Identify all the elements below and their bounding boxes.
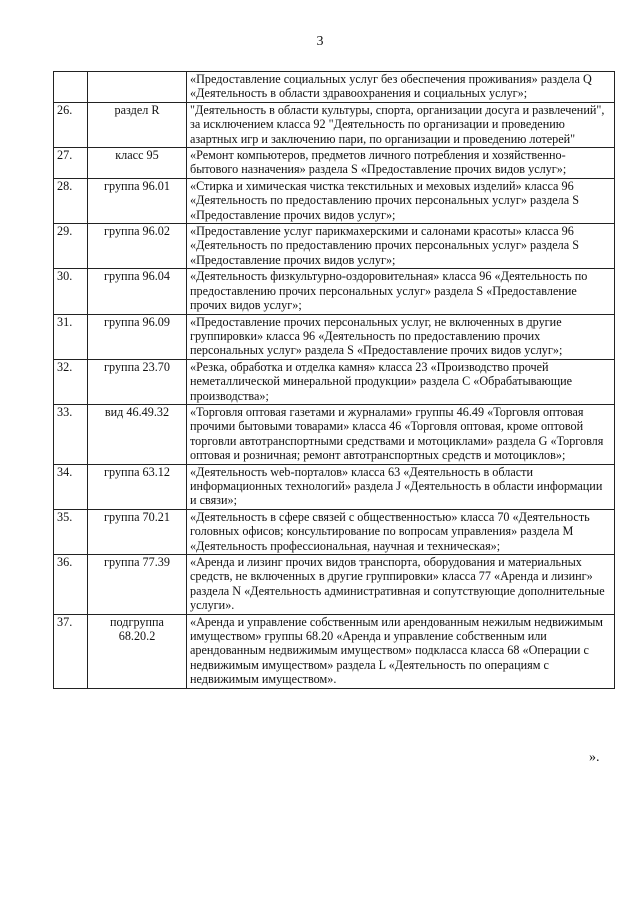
row-description-cell: «Стирка и химическая чистка текстильных и меховых изделий» класса 96 «Деятельность по предоставлению прочих персональных услуг» раздела S «Предоставление прочих видов услуг»; — [187, 178, 615, 223]
table-row — [54, 404, 615, 464]
table-row — [54, 359, 615, 404]
row-code-cell: группа 70.21 — [88, 509, 187, 554]
row-code-cell: группа 63.12 — [88, 464, 187, 509]
row-description-cell: «Деятельность web-порталов» класса 63 «Деятельность в области информационных технологий» раздела J «Деятельность в области информации и связи»; — [187, 464, 615, 509]
row-number-cell: 32. — [54, 359, 88, 404]
table-row — [54, 178, 615, 223]
row-code-cell: группа 96.02 — [88, 224, 187, 269]
row-description-cell: «Аренда и лизинг прочих видов транспорта, оборудования и материальных средств, не включенных в другие группировки» класса 77 «Аренда и лизинг» раздела N «Деятельность административная и сопутствующие дополнительные услуги». — [187, 555, 615, 615]
row-number-cell — [54, 72, 88, 103]
closing-quote: ». — [589, 750, 600, 765]
table-row — [54, 555, 615, 615]
row-description-cell: «Предоставление прочих персональных услуг, не включенных в другие группировки» класса 96 «Деятельность по предоставлению прочих персональных услуг» раздела S «Предоставление прочих видов услуг»; — [187, 314, 615, 359]
table-row — [54, 72, 615, 103]
table-row — [54, 509, 615, 554]
row-number-cell: 33. — [54, 404, 88, 464]
row-description-cell: «Аренда и управление собственным или арендованным нежилым недвижимым имуществом» группы 68.20 «Аренда и управление собственным или арендованным недвижимым имуществом» подкласса класса 68 «Операции с недвижимым имуществом» раздела L «Деятельность по операциям с недвижимым имуществом». — [187, 614, 615, 688]
table-row — [54, 314, 615, 359]
row-description-cell: «Предоставление услуг парикмахерскими и салонами красоты» класса 96 «Деятельность по предоставлению прочих персональных услуг» раздела S «Предоставление прочих видов услуг»; — [187, 224, 615, 269]
row-code-cell: подгруппа 68.20.2 — [88, 614, 187, 688]
page-number: 3 — [316, 34, 324, 49]
row-code-cell: группа 77.39 — [88, 555, 187, 615]
row-code-cell: группа 96.04 — [88, 269, 187, 314]
row-code-cell: группа 23.70 — [88, 359, 187, 404]
row-number-cell: 36. — [54, 555, 88, 615]
row-code-cell: группа 96.01 — [88, 178, 187, 223]
row-description-cell: "Деятельность в области культуры, спорта, организации досуга и развлечений", за исключением класса 92 "Деятельность по организации и проведению азартных игр и заключению пари, по организации и проведению лотерей" — [187, 102, 615, 147]
row-number-cell: 35. — [54, 509, 88, 554]
activity-codes-table — [53, 71, 615, 689]
table-row — [54, 614, 615, 688]
row-number-cell: 37. — [54, 614, 88, 688]
row-number-cell: 27. — [54, 148, 88, 179]
row-number-cell: 26. — [54, 102, 88, 147]
row-code-cell: вид 46.49.32 — [88, 404, 187, 464]
row-number-cell: 30. — [54, 269, 88, 314]
row-code-cell — [88, 72, 187, 103]
row-description-cell: «Ремонт компьютеров, предметов личного потребления и хозяйственно-бытового назначения» раздела S «Предоставление прочих видов услуг»; — [187, 148, 615, 179]
row-description-cell: «Деятельность физкультурно-оздоровительная» класса 96 «Деятельность по предоставлению прочих персональных услуг» раздела S «Предоставление прочих видов услуг»; — [187, 269, 615, 314]
table-row — [54, 148, 615, 179]
table-row — [54, 464, 615, 509]
row-description-cell: «Деятельность в сфере связей с общественностью» класса 70 «Деятельность головных офисов; консультирование по вопросам управления» раздела M «Деятельность профессиональная, научная и техническая»; — [187, 509, 615, 554]
table-row — [54, 224, 615, 269]
row-description-cell: «Предоставление социальных услуг без обеспечения проживания» раздела Q «Деятельность в области здравоохранения и социальных услуг»; — [187, 72, 615, 103]
row-number-cell: 34. — [54, 464, 88, 509]
row-description-cell: «Торговля оптовая газетами и журналами» группы 46.49 «Торговля оптовая прочими бытовыми товарами» класса 46 «Торговля оптовая, кроме оптовой торговли автотранспортными средствами и мотоциклами» раздела G «Торговля оптовая и розничная; ремонт автотранспортных средств и мотоциклов»; — [187, 404, 615, 464]
row-number-cell: 28. — [54, 178, 88, 223]
table-row — [54, 269, 615, 314]
row-code-cell: раздел R — [88, 102, 187, 147]
row-code-cell: группа 96.09 — [88, 314, 187, 359]
row-number-cell: 29. — [54, 224, 88, 269]
row-description-cell: «Резка, обработка и отделка камня» класса 23 «Производство прочей неметаллической минеральной продукции» раздела С «Обрабатывающие производства»; — [187, 359, 615, 404]
table-row — [54, 102, 615, 147]
row-number-cell: 31. — [54, 314, 88, 359]
row-code-cell: класс 95 — [88, 148, 187, 179]
